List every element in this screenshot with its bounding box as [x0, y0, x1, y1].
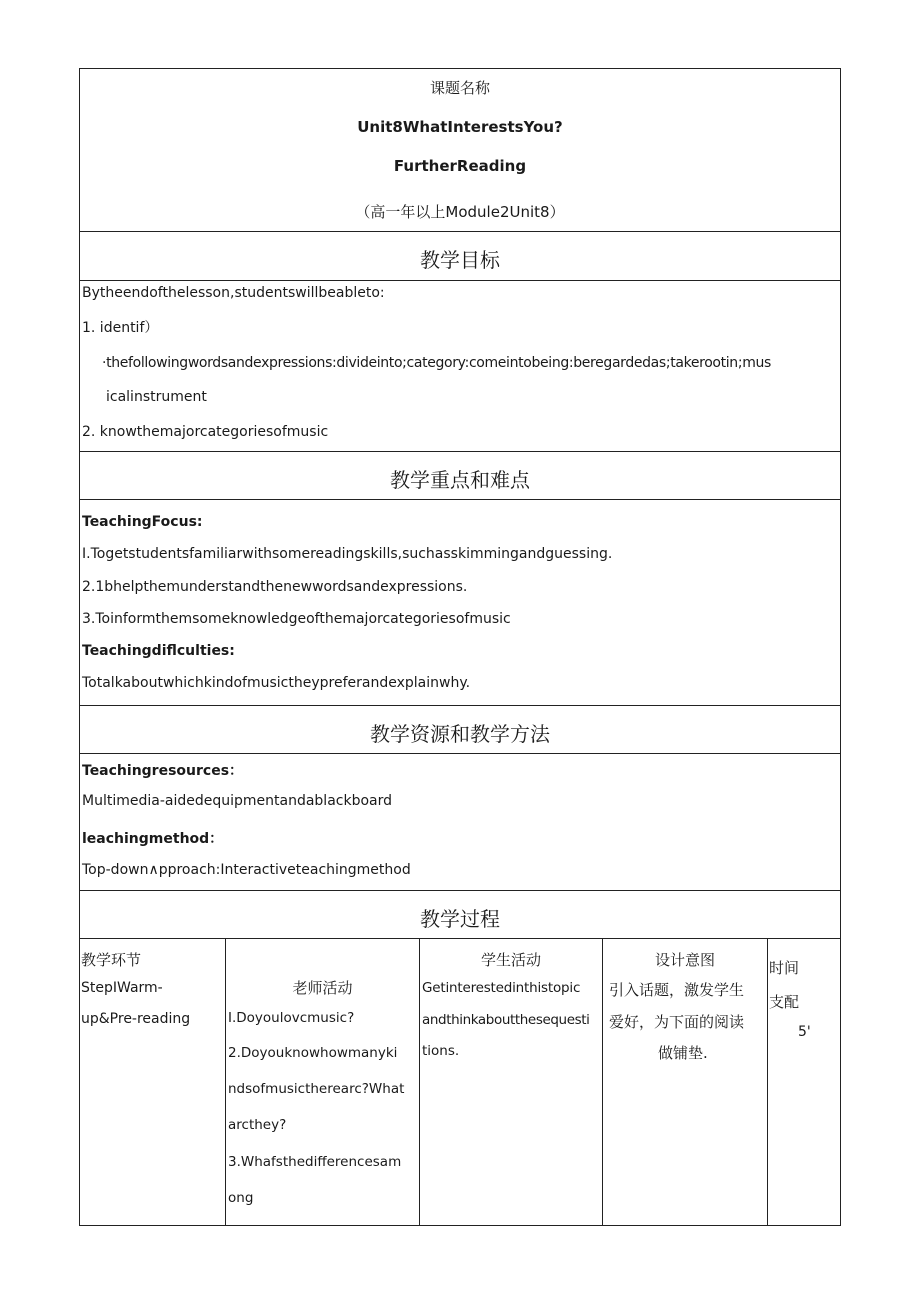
resources-header	[79, 705, 841, 754]
grade-title: （高一年以上Module2Unit8）	[355, 203, 565, 221]
objective-item-2: 2. knowthemajorcategoriesofmusic	[82, 424, 329, 440]
title-label: 课题名称	[429, 79, 490, 97]
resources-heading: 教学资源和教学方法	[370, 722, 550, 746]
title-block	[79, 68, 841, 232]
method-label: leachingmethod：	[82, 831, 224, 847]
intent-column	[602, 938, 768, 1226]
objective-item-1-detail: ·thefollowingwordsandexpressions:divideinto;category:comeintobeing:beregardedas;takerootin;mus	[102, 355, 771, 371]
teacher-line-3: ndsofmusictherearc?What	[228, 1081, 405, 1097]
difficulty-label: Teachingdiflculties:	[82, 643, 235, 659]
focus-item-3: 3.Toinformthemsomeknowledgeofthemajorcategoriesofmusic	[82, 611, 511, 627]
teacher-column	[225, 938, 420, 1226]
focus-body	[79, 499, 841, 706]
focus-item-2: 2.1bhelpthemunderstandthenewwordsandexpressions.	[82, 579, 468, 595]
student-line-1: Getinterestedinthistopic	[422, 980, 581, 996]
objectives-header	[79, 231, 841, 281]
student-line-3: tions.	[422, 1043, 460, 1059]
objectives-body	[79, 280, 841, 452]
stage-line-1: StepIWarm-	[81, 980, 163, 996]
resources-value: Multimedia-aidedequipmentandablackboard	[82, 793, 393, 809]
objectives-heading: 教学目标	[420, 248, 500, 272]
focus-item-1: I.Togetstudentsfamiliarwithsomereadingskills,suchasskimmingandguessing.	[82, 546, 613, 562]
student-line-2: andthinkaboutthesequesti	[422, 1012, 590, 1028]
focus-header	[79, 451, 841, 500]
teacher-line-2: 2.Doyouknowhowmanyki	[228, 1045, 398, 1061]
process-heading: 教学过程	[420, 907, 500, 931]
time-column-title-b: 支配	[769, 993, 800, 1011]
time-value: 5'	[798, 1024, 811, 1040]
student-column	[419, 938, 603, 1226]
teacher-line-5: 3.Whafsthedifferencesam	[228, 1154, 402, 1170]
intent-column-title: 设计意图	[654, 951, 715, 969]
teacher-line-6: ong	[228, 1190, 254, 1206]
section-title: FurtherReading	[393, 157, 527, 175]
intent-line-2: 爱好，为下面的阅读	[609, 1013, 745, 1031]
lesson-plan-table	[79, 68, 841, 1226]
objectives-intro: Bytheendofthelesson,studentswillbeableto:	[82, 285, 385, 301]
objective-item-1: 1. identif）	[82, 320, 159, 336]
intent-line-1: 引入话题，激发学生	[609, 981, 745, 999]
difficulty-item-1: Totalkaboutwhichkindofmusictheypreferandexplainwhy.	[82, 675, 471, 691]
intent-line-3: 做铺垫.	[658, 1044, 708, 1062]
stage-line-2: up&Pre-reading	[81, 1011, 191, 1027]
focus-heading: 教学重点和难点	[390, 468, 530, 492]
resources-label: Teachingresources：	[82, 763, 244, 779]
objective-item-1-detail-cont: icalinstrument	[106, 389, 207, 405]
process-header	[79, 890, 841, 939]
stage-column-title: 教学环节	[81, 951, 142, 969]
teacher-column-title: 老师活动	[292, 979, 353, 997]
teacher-line-1: I.Doyoulovcmusic?	[228, 1010, 355, 1026]
teacher-line-4: arcthey?	[228, 1117, 287, 1133]
time-column-title-a: 时间	[769, 959, 800, 977]
stage-column	[79, 938, 226, 1226]
resources-body	[79, 753, 841, 891]
focus-label: TeachingFocus:	[82, 514, 203, 530]
unit-title: Unit8WhatInterestsYou?	[357, 118, 563, 136]
student-column-title: 学生活动	[480, 951, 541, 969]
time-column	[767, 938, 841, 1226]
method-value: Top-down∧pproach:Interactiveteachingmethod	[82, 862, 411, 878]
